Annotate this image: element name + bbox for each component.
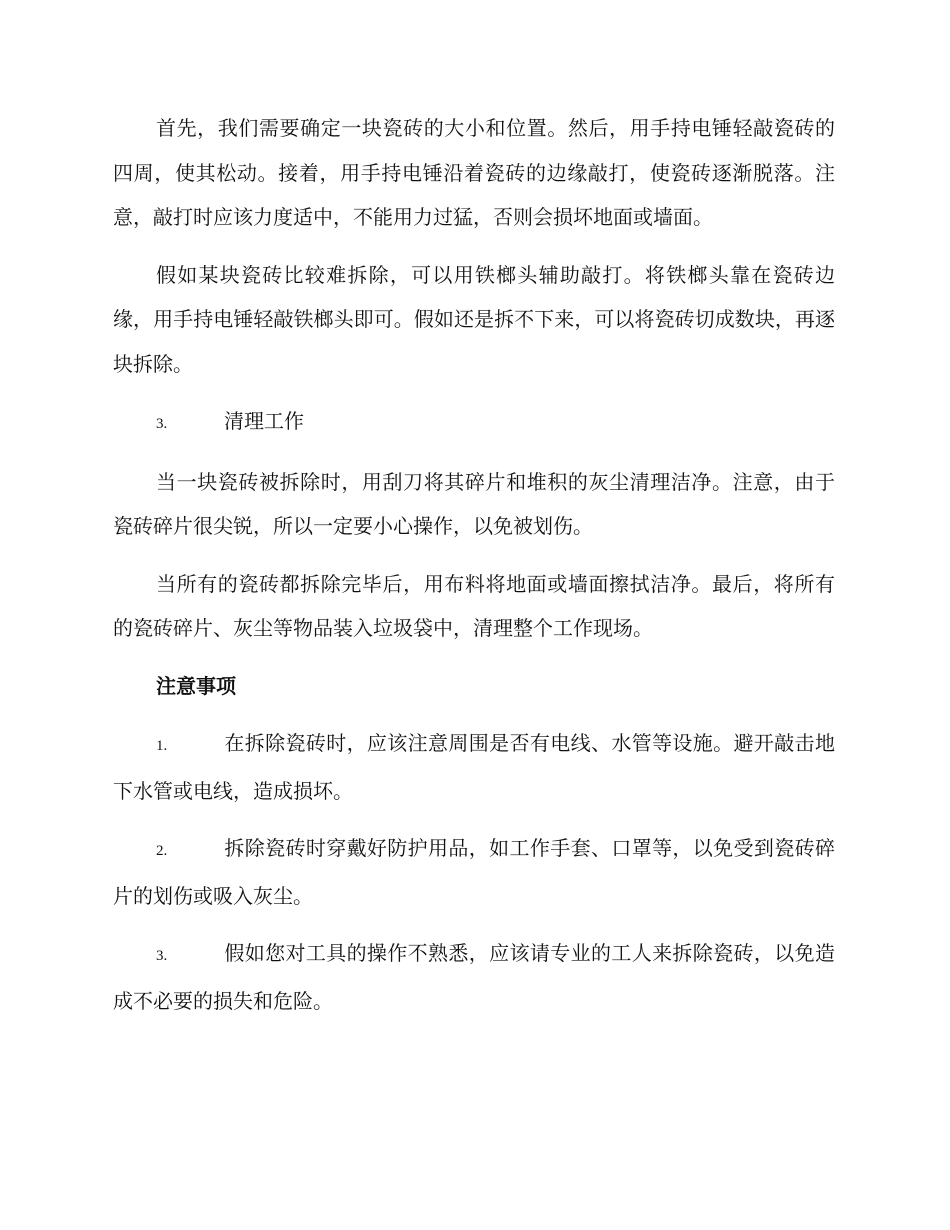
section-number: 3. (156, 416, 168, 432)
note-item (113, 826, 835, 918)
note-number: 2. (156, 843, 168, 859)
section-heading-cleanup (113, 399, 835, 447)
notes-heading: 注意事项 (156, 673, 236, 698)
note-text: 拆除瓷砖时穿戴好防护用品，如工作手套、口罩等，以免受到瓷砖碎片的划伤或吸入灰尘。 (113, 836, 835, 908)
paragraph-cleanup-final: 当所有的瓷砖都拆除完毕后，用布料将地面或墙面擦拭洁净。最后，将所有的瓷砖碎片、灰尘等物品装入垃圾袋中，清理整个工作现场。 (113, 571, 835, 640)
section-title: 清理工作 (224, 409, 304, 433)
paragraph-remove-steps: 首先，我们需要确定一块瓷砖的大小和位置。然后，用手持电锤轻敲瓷砖的四周，使其松动。接着，用手持电锤沿着瓷砖的边缘敲打，使瓷砖逐渐脱落。注意，敲打时应该力度适中，不能用力过猛，否则会损坏地面或墙面。 (113, 116, 835, 229)
document-page (113, 106, 835, 1036)
note-text: 在拆除瓷砖时，应该注意周围是否有电线、水管等设施。避开敲击地下水管或电线，造成损坏。 (113, 731, 835, 803)
paragraph-cleanup-fragments: 当一块瓷砖被拆除时，用刮刀将其碎片和堆积的灰尘清理洁净。注意，由于瓷砖碎片很尖锐，所以一定要小心操作，以免被划伤。 (113, 469, 835, 538)
note-item (113, 931, 835, 1023)
note-item (113, 721, 835, 813)
note-text: 假如您对工具的操作不熟悉，应该请专业的工人来拆除瓷砖，以免造成不必要的损失和危险。 (113, 941, 835, 1013)
note-number: 1. (156, 738, 168, 754)
paragraph-hard-tile: 假如某块瓷砖比较难拆除，可以用铁榔头辅助敲打。将铁榔头靠在瓷砖边缘，用手持电锤轻敲铁榔头即可。假如还是拆不下来，可以将瓷砖切成数块，再逐块拆除。 (113, 262, 835, 376)
note-number: 3. (156, 948, 168, 964)
